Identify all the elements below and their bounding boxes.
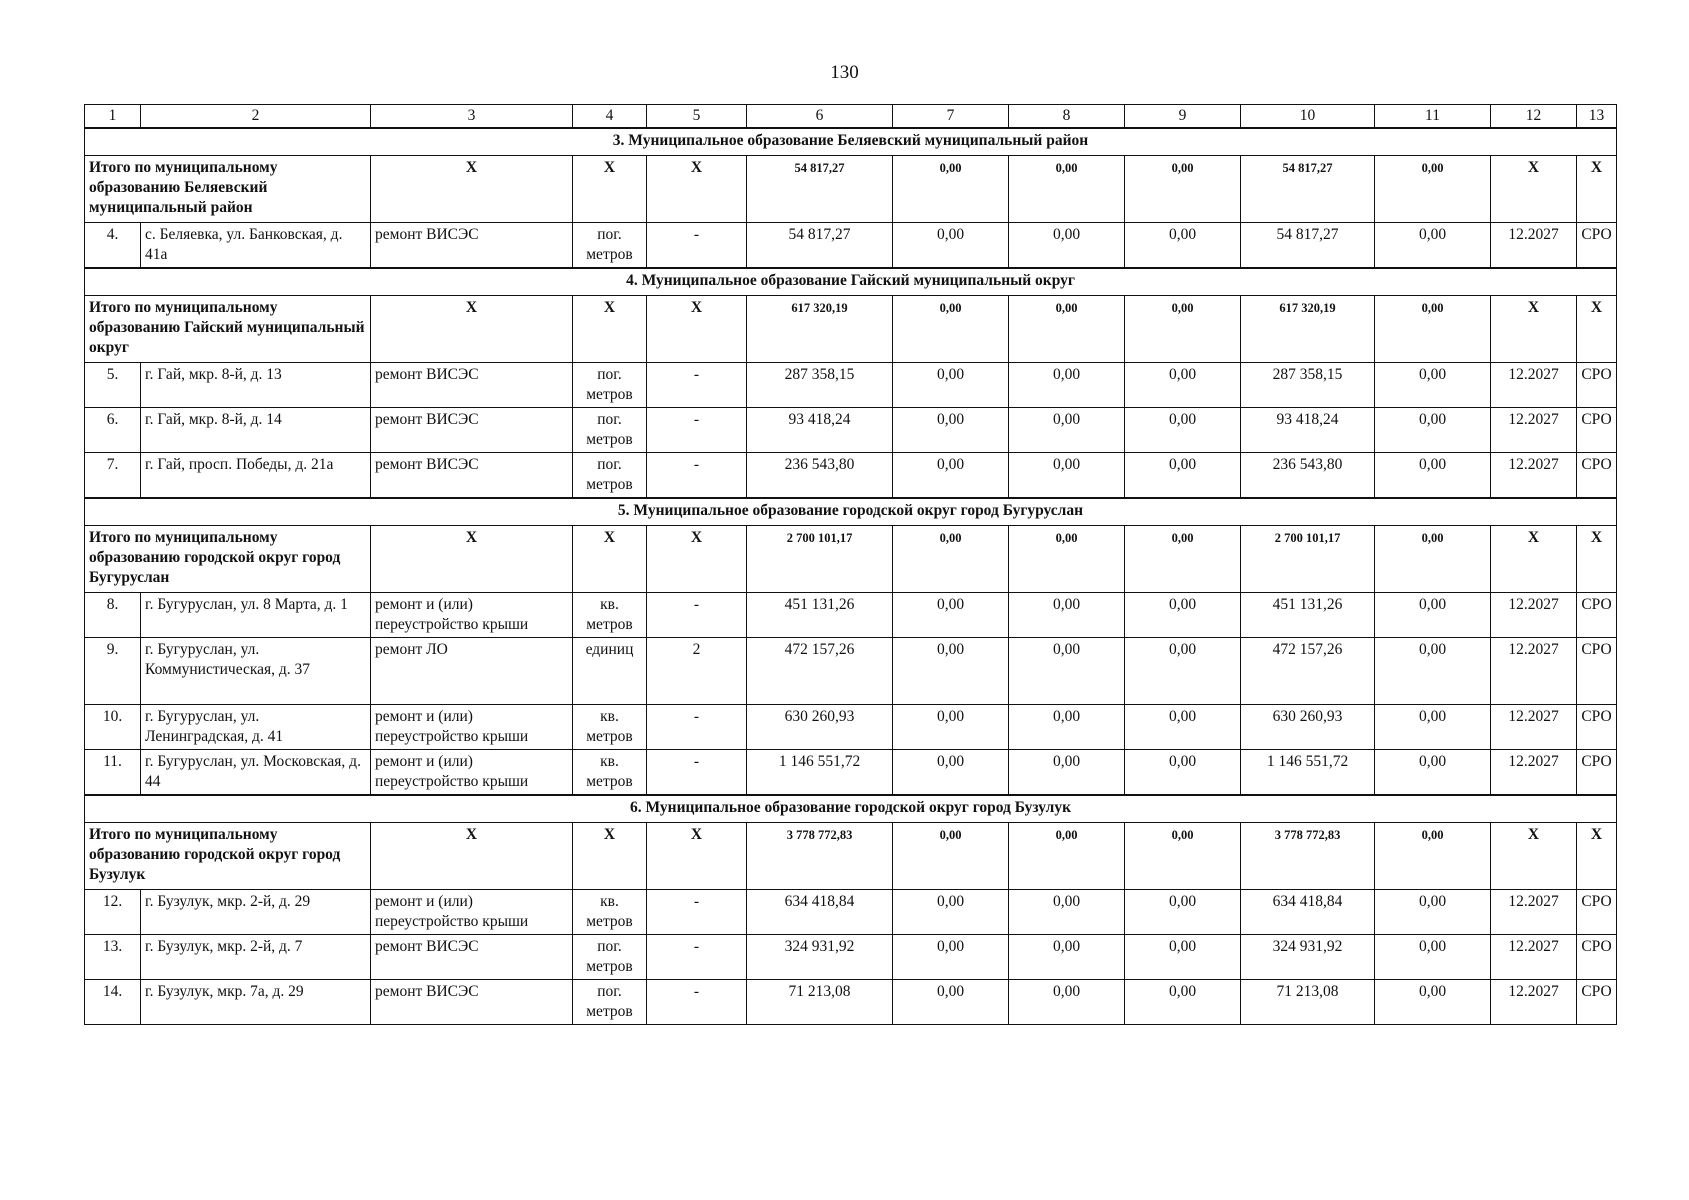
amount-cell-c8: 0,00 xyxy=(1009,638,1125,705)
address-cell: г. Гай, просп. Победы, д. 21а xyxy=(141,453,371,499)
total-cell-c9: 0,00 xyxy=(1125,296,1241,363)
quantity-cell: - xyxy=(647,408,747,453)
amount-cell-c10: 630 260,93 xyxy=(1241,705,1375,750)
total-cell-c3: X xyxy=(371,296,573,363)
amount-cell-c6: 472 157,26 xyxy=(747,638,893,705)
amount-cell-c10: 324 931,92 xyxy=(1241,935,1375,980)
amount-cell-c10: 71 213,08 xyxy=(1241,980,1375,1025)
address-cell: г. Бузулук, мкр. 7а, д. 29 xyxy=(141,980,371,1025)
unit-cell: пог. метров xyxy=(573,453,647,499)
table-row xyxy=(85,980,1617,1025)
table-row xyxy=(85,890,1617,935)
amount-cell-c7: 0,00 xyxy=(893,935,1009,980)
column-header: 10 xyxy=(1241,105,1375,129)
table-row xyxy=(85,750,1617,796)
section-title: 5. Муниципальное образование городской округ город Бугуруслан xyxy=(85,498,1617,526)
method-cell: СРО xyxy=(1577,223,1617,269)
amount-cell-c9: 0,00 xyxy=(1125,363,1241,408)
section-header-row xyxy=(85,128,1617,156)
column-header: 8 xyxy=(1009,105,1125,129)
quantity-cell: - xyxy=(647,890,747,935)
address-cell: с. Беляевка, ул. Банковская, д. 41а xyxy=(141,223,371,269)
total-cell-c12: X xyxy=(1491,526,1577,593)
work-type-cell: ремонт ВИСЭС xyxy=(371,453,573,499)
amount-cell-c6: 71 213,08 xyxy=(747,980,893,1025)
page-number: 130 xyxy=(830,62,859,83)
row-number: 4. xyxy=(85,223,141,269)
amount-cell-c8: 0,00 xyxy=(1009,593,1125,638)
amount-cell-c9: 0,00 xyxy=(1125,223,1241,269)
table-row xyxy=(85,705,1617,750)
method-cell: СРО xyxy=(1577,408,1617,453)
amount-cell-c10: 451 131,26 xyxy=(1241,593,1375,638)
deadline-cell: 12.2027 xyxy=(1491,935,1577,980)
amount-cell-c8: 0,00 xyxy=(1009,890,1125,935)
address-cell: г. Бузулук, мкр. 2-й, д. 29 xyxy=(141,890,371,935)
amount-cell-c6: 236 543,80 xyxy=(747,453,893,499)
total-cell-c11: 0,00 xyxy=(1375,156,1491,223)
address-cell: г. Бузулук, мкр. 2-й, д. 7 xyxy=(141,935,371,980)
amount-cell-c8: 0,00 xyxy=(1009,705,1125,750)
total-cell-c8: 0,00 xyxy=(1009,823,1125,890)
amount-cell-c9: 0,00 xyxy=(1125,593,1241,638)
deadline-cell: 12.2027 xyxy=(1491,705,1577,750)
total-cell-c6: 617 320,19 xyxy=(747,296,893,363)
amount-cell-c10: 472 157,26 xyxy=(1241,638,1375,705)
amount-cell-c11: 0,00 xyxy=(1375,935,1491,980)
total-cell-c10: 2 700 101,17 xyxy=(1241,526,1375,593)
total-cell-c9: 0,00 xyxy=(1125,526,1241,593)
work-type-cell: ремонт ВИСЭС xyxy=(371,223,573,269)
method-cell: СРО xyxy=(1577,638,1617,705)
amount-cell-c11: 0,00 xyxy=(1375,453,1491,499)
amount-cell-c10: 634 418,84 xyxy=(1241,890,1375,935)
quantity-cell: - xyxy=(647,750,747,796)
total-cell-c7: 0,00 xyxy=(893,296,1009,363)
deadline-cell: 12.2027 xyxy=(1491,890,1577,935)
section-title: 4. Муниципальное образование Гайский муниципальный округ xyxy=(85,268,1617,296)
amount-cell-c7: 0,00 xyxy=(893,890,1009,935)
table-row xyxy=(85,593,1617,638)
column-header: 13 xyxy=(1577,105,1617,129)
column-header: 5 xyxy=(647,105,747,129)
work-type-cell: ремонт ВИСЭС xyxy=(371,980,573,1025)
total-cell-c13: X xyxy=(1577,526,1617,593)
row-number: 7. xyxy=(85,453,141,499)
deadline-cell: 12.2027 xyxy=(1491,453,1577,499)
total-cell-c10: 3 778 772,83 xyxy=(1241,823,1375,890)
total-cell-c8: 0,00 xyxy=(1009,156,1125,223)
amount-cell-c11: 0,00 xyxy=(1375,363,1491,408)
section-header-row xyxy=(85,498,1617,526)
table-row xyxy=(85,935,1617,980)
column-header: 3 xyxy=(371,105,573,129)
amount-cell-c6: 1 146 551,72 xyxy=(747,750,893,796)
total-cell-c5: X xyxy=(647,296,747,363)
method-cell: СРО xyxy=(1577,453,1617,499)
quantity-cell: - xyxy=(647,980,747,1025)
total-cell-c8: 0,00 xyxy=(1009,296,1125,363)
amount-cell-c7: 0,00 xyxy=(893,980,1009,1025)
quantity-cell: - xyxy=(647,705,747,750)
total-cell-c7: 0,00 xyxy=(893,823,1009,890)
deadline-cell: 12.2027 xyxy=(1491,223,1577,269)
table-row xyxy=(85,408,1617,453)
address-cell: г. Бугуруслан, ул. Московская, д. 44 xyxy=(141,750,371,796)
amount-cell-c9: 0,00 xyxy=(1125,890,1241,935)
unit-cell: кв. метров xyxy=(573,890,647,935)
amount-cell-c8: 0,00 xyxy=(1009,453,1125,499)
unit-cell: пог. метров xyxy=(573,935,647,980)
column-header: 12 xyxy=(1491,105,1577,129)
total-cell-c7: 0,00 xyxy=(893,156,1009,223)
total-cell-c11: 0,00 xyxy=(1375,526,1491,593)
amount-cell-c11: 0,00 xyxy=(1375,980,1491,1025)
capital-repair-table xyxy=(84,104,1617,1025)
column-header: 7 xyxy=(893,105,1009,129)
table-row xyxy=(85,363,1617,408)
amount-cell-c6: 93 418,24 xyxy=(747,408,893,453)
unit-cell: пог. метров xyxy=(573,363,647,408)
amount-cell-c7: 0,00 xyxy=(893,453,1009,499)
quantity-cell: - xyxy=(647,453,747,499)
amount-cell-c8: 0,00 xyxy=(1009,363,1125,408)
amount-cell-c10: 93 418,24 xyxy=(1241,408,1375,453)
amount-cell-c10: 236 543,80 xyxy=(1241,453,1375,499)
amount-cell-c10: 287 358,15 xyxy=(1241,363,1375,408)
unit-cell: пог. метров xyxy=(573,223,647,269)
section-header-row xyxy=(85,268,1617,296)
table-row xyxy=(85,223,1617,269)
amount-cell-c6: 287 358,15 xyxy=(747,363,893,408)
amount-cell-c9: 0,00 xyxy=(1125,750,1241,796)
amount-cell-c8: 0,00 xyxy=(1009,750,1125,796)
method-cell: СРО xyxy=(1577,705,1617,750)
amount-cell-c6: 630 260,93 xyxy=(747,705,893,750)
amount-cell-c11: 0,00 xyxy=(1375,408,1491,453)
quantity-cell: - xyxy=(647,935,747,980)
amount-cell-c7: 0,00 xyxy=(893,705,1009,750)
column-header: 11 xyxy=(1375,105,1491,129)
deadline-cell: 12.2027 xyxy=(1491,638,1577,705)
total-cell-c7: 0,00 xyxy=(893,526,1009,593)
amount-cell-c9: 0,00 xyxy=(1125,705,1241,750)
work-type-cell: ремонт ВИСЭС xyxy=(371,363,573,408)
amount-cell-c11: 0,00 xyxy=(1375,223,1491,269)
amount-cell-c11: 0,00 xyxy=(1375,705,1491,750)
amount-cell-c9: 0,00 xyxy=(1125,638,1241,705)
method-cell: СРО xyxy=(1577,890,1617,935)
work-type-cell: ремонт и (или) переустройство крыши xyxy=(371,890,573,935)
address-cell: г. Гай, мкр. 8-й, д. 13 xyxy=(141,363,371,408)
total-cell-c9: 0,00 xyxy=(1125,823,1241,890)
row-number: 12. xyxy=(85,890,141,935)
total-cell-c4: X xyxy=(573,823,647,890)
total-label: Итого по муниципальному образованию Гайский муниципальный округ xyxy=(85,296,371,363)
amount-cell-c9: 0,00 xyxy=(1125,980,1241,1025)
section-title: 6. Муниципальное образование городской округ город Бузулук xyxy=(85,795,1617,823)
table-row xyxy=(85,453,1617,499)
unit-cell: кв. метров xyxy=(573,593,647,638)
total-cell-c5: X xyxy=(647,156,747,223)
amount-cell-c7: 0,00 xyxy=(893,750,1009,796)
work-type-cell: ремонт и (или) переустройство крыши xyxy=(371,750,573,796)
total-cell-c13: X xyxy=(1577,296,1617,363)
total-cell-c4: X xyxy=(573,156,647,223)
total-cell-c4: X xyxy=(573,296,647,363)
amount-cell-c11: 0,00 xyxy=(1375,638,1491,705)
amount-cell-c7: 0,00 xyxy=(893,408,1009,453)
total-label: Итого по муниципальному образованию городской округ город Бузулук xyxy=(85,823,371,890)
address-cell: г. Гай, мкр. 8-й, д. 14 xyxy=(141,408,371,453)
method-cell: СРО xyxy=(1577,593,1617,638)
total-cell-c4: X xyxy=(573,526,647,593)
amount-cell-c9: 0,00 xyxy=(1125,408,1241,453)
total-cell-c12: X xyxy=(1491,296,1577,363)
total-cell-c5: X xyxy=(647,823,747,890)
unit-cell: пог. метров xyxy=(573,980,647,1025)
unit-cell: кв. метров xyxy=(573,750,647,796)
deadline-cell: 12.2027 xyxy=(1491,408,1577,453)
section-total-row xyxy=(85,156,1617,223)
amount-cell-c9: 0,00 xyxy=(1125,935,1241,980)
row-number: 9. xyxy=(85,638,141,705)
unit-cell: кв. метров xyxy=(573,705,647,750)
table-row xyxy=(85,638,1617,705)
unit-cell: единиц xyxy=(573,638,647,705)
total-cell-c3: X xyxy=(371,156,573,223)
total-cell-c8: 0,00 xyxy=(1009,526,1125,593)
row-number: 11. xyxy=(85,750,141,796)
amount-cell-c8: 0,00 xyxy=(1009,408,1125,453)
work-type-cell: ремонт ВИСЭС xyxy=(371,935,573,980)
total-cell-c6: 3 778 772,83 xyxy=(747,823,893,890)
row-number: 8. xyxy=(85,593,141,638)
row-number: 14. xyxy=(85,980,141,1025)
deadline-cell: 12.2027 xyxy=(1491,363,1577,408)
amount-cell-c11: 0,00 xyxy=(1375,593,1491,638)
work-type-cell: ремонт ЛО xyxy=(371,638,573,705)
total-cell-c9: 0,00 xyxy=(1125,156,1241,223)
row-number: 13. xyxy=(85,935,141,980)
column-header: 9 xyxy=(1125,105,1241,129)
total-cell-c10: 54 817,27 xyxy=(1241,156,1375,223)
amount-cell-c10: 1 146 551,72 xyxy=(1241,750,1375,796)
total-cell-c12: X xyxy=(1491,823,1577,890)
amount-cell-c11: 0,00 xyxy=(1375,750,1491,796)
section-total-row xyxy=(85,823,1617,890)
quantity-cell: - xyxy=(647,223,747,269)
deadline-cell: 12.2027 xyxy=(1491,750,1577,796)
row-number: 6. xyxy=(85,408,141,453)
address-cell: г. Бугуруслан, ул. Коммунистическая, д. 37 xyxy=(141,638,371,705)
amount-cell-c6: 324 931,92 xyxy=(747,935,893,980)
amount-cell-c7: 0,00 xyxy=(893,593,1009,638)
deadline-cell: 12.2027 xyxy=(1491,980,1577,1025)
amount-cell-c7: 0,00 xyxy=(893,223,1009,269)
total-cell-c5: X xyxy=(647,526,747,593)
total-cell-c3: X xyxy=(371,823,573,890)
column-header: 6 xyxy=(747,105,893,129)
total-label: Итого по муниципальному образованию Беляевский муниципальный район xyxy=(85,156,371,223)
total-cell-c6: 2 700 101,17 xyxy=(747,526,893,593)
address-cell: г. Бугуруслан, ул. 8 Марта, д. 1 xyxy=(141,593,371,638)
quantity-cell: - xyxy=(647,593,747,638)
section-title: 3. Муниципальное образование Беляевский муниципальный район xyxy=(85,128,1617,156)
total-cell-c3: X xyxy=(371,526,573,593)
method-cell: СРО xyxy=(1577,980,1617,1025)
total-cell-c11: 0,00 xyxy=(1375,823,1491,890)
amount-cell-c8: 0,00 xyxy=(1009,980,1125,1025)
total-cell-c13: X xyxy=(1577,156,1617,223)
column-header: 2 xyxy=(141,105,371,129)
amount-cell-c7: 0,00 xyxy=(893,363,1009,408)
method-cell: СРО xyxy=(1577,750,1617,796)
column-header: 1 xyxy=(85,105,141,129)
total-cell-c10: 617 320,19 xyxy=(1241,296,1375,363)
row-number: 10. xyxy=(85,705,141,750)
amount-cell-c7: 0,00 xyxy=(893,638,1009,705)
deadline-cell: 12.2027 xyxy=(1491,593,1577,638)
amount-cell-c6: 54 817,27 xyxy=(747,223,893,269)
work-type-cell: ремонт ВИСЭС xyxy=(371,408,573,453)
section-total-row xyxy=(85,296,1617,363)
column-number-row xyxy=(85,105,1617,129)
total-cell-c11: 0,00 xyxy=(1375,296,1491,363)
quantity-cell: - xyxy=(647,363,747,408)
amount-cell-c9: 0,00 xyxy=(1125,453,1241,499)
amount-cell-c10: 54 817,27 xyxy=(1241,223,1375,269)
table-body xyxy=(85,105,1617,1025)
unit-cell: пог. метров xyxy=(573,408,647,453)
row-number: 5. xyxy=(85,363,141,408)
work-type-cell: ремонт и (или) переустройство крыши xyxy=(371,593,573,638)
work-type-cell: ремонт и (или) переустройство крыши xyxy=(371,705,573,750)
address-cell: г. Бугуруслан, ул. Ленинградская, д. 41 xyxy=(141,705,371,750)
method-cell: СРО xyxy=(1577,363,1617,408)
section-total-row xyxy=(85,526,1617,593)
total-label: Итого по муниципальному образованию городской округ город Бугуруслан xyxy=(85,526,371,593)
column-header: 4 xyxy=(573,105,647,129)
amount-cell-c6: 451 131,26 xyxy=(747,593,893,638)
amount-cell-c6: 634 418,84 xyxy=(747,890,893,935)
quantity-cell: 2 xyxy=(647,638,747,705)
amount-cell-c11: 0,00 xyxy=(1375,890,1491,935)
amount-cell-c8: 0,00 xyxy=(1009,935,1125,980)
total-cell-c6: 54 817,27 xyxy=(747,156,893,223)
section-header-row xyxy=(85,795,1617,823)
total-cell-c12: X xyxy=(1491,156,1577,223)
method-cell: СРО xyxy=(1577,935,1617,980)
amount-cell-c8: 0,00 xyxy=(1009,223,1125,269)
total-cell-c13: X xyxy=(1577,823,1617,890)
